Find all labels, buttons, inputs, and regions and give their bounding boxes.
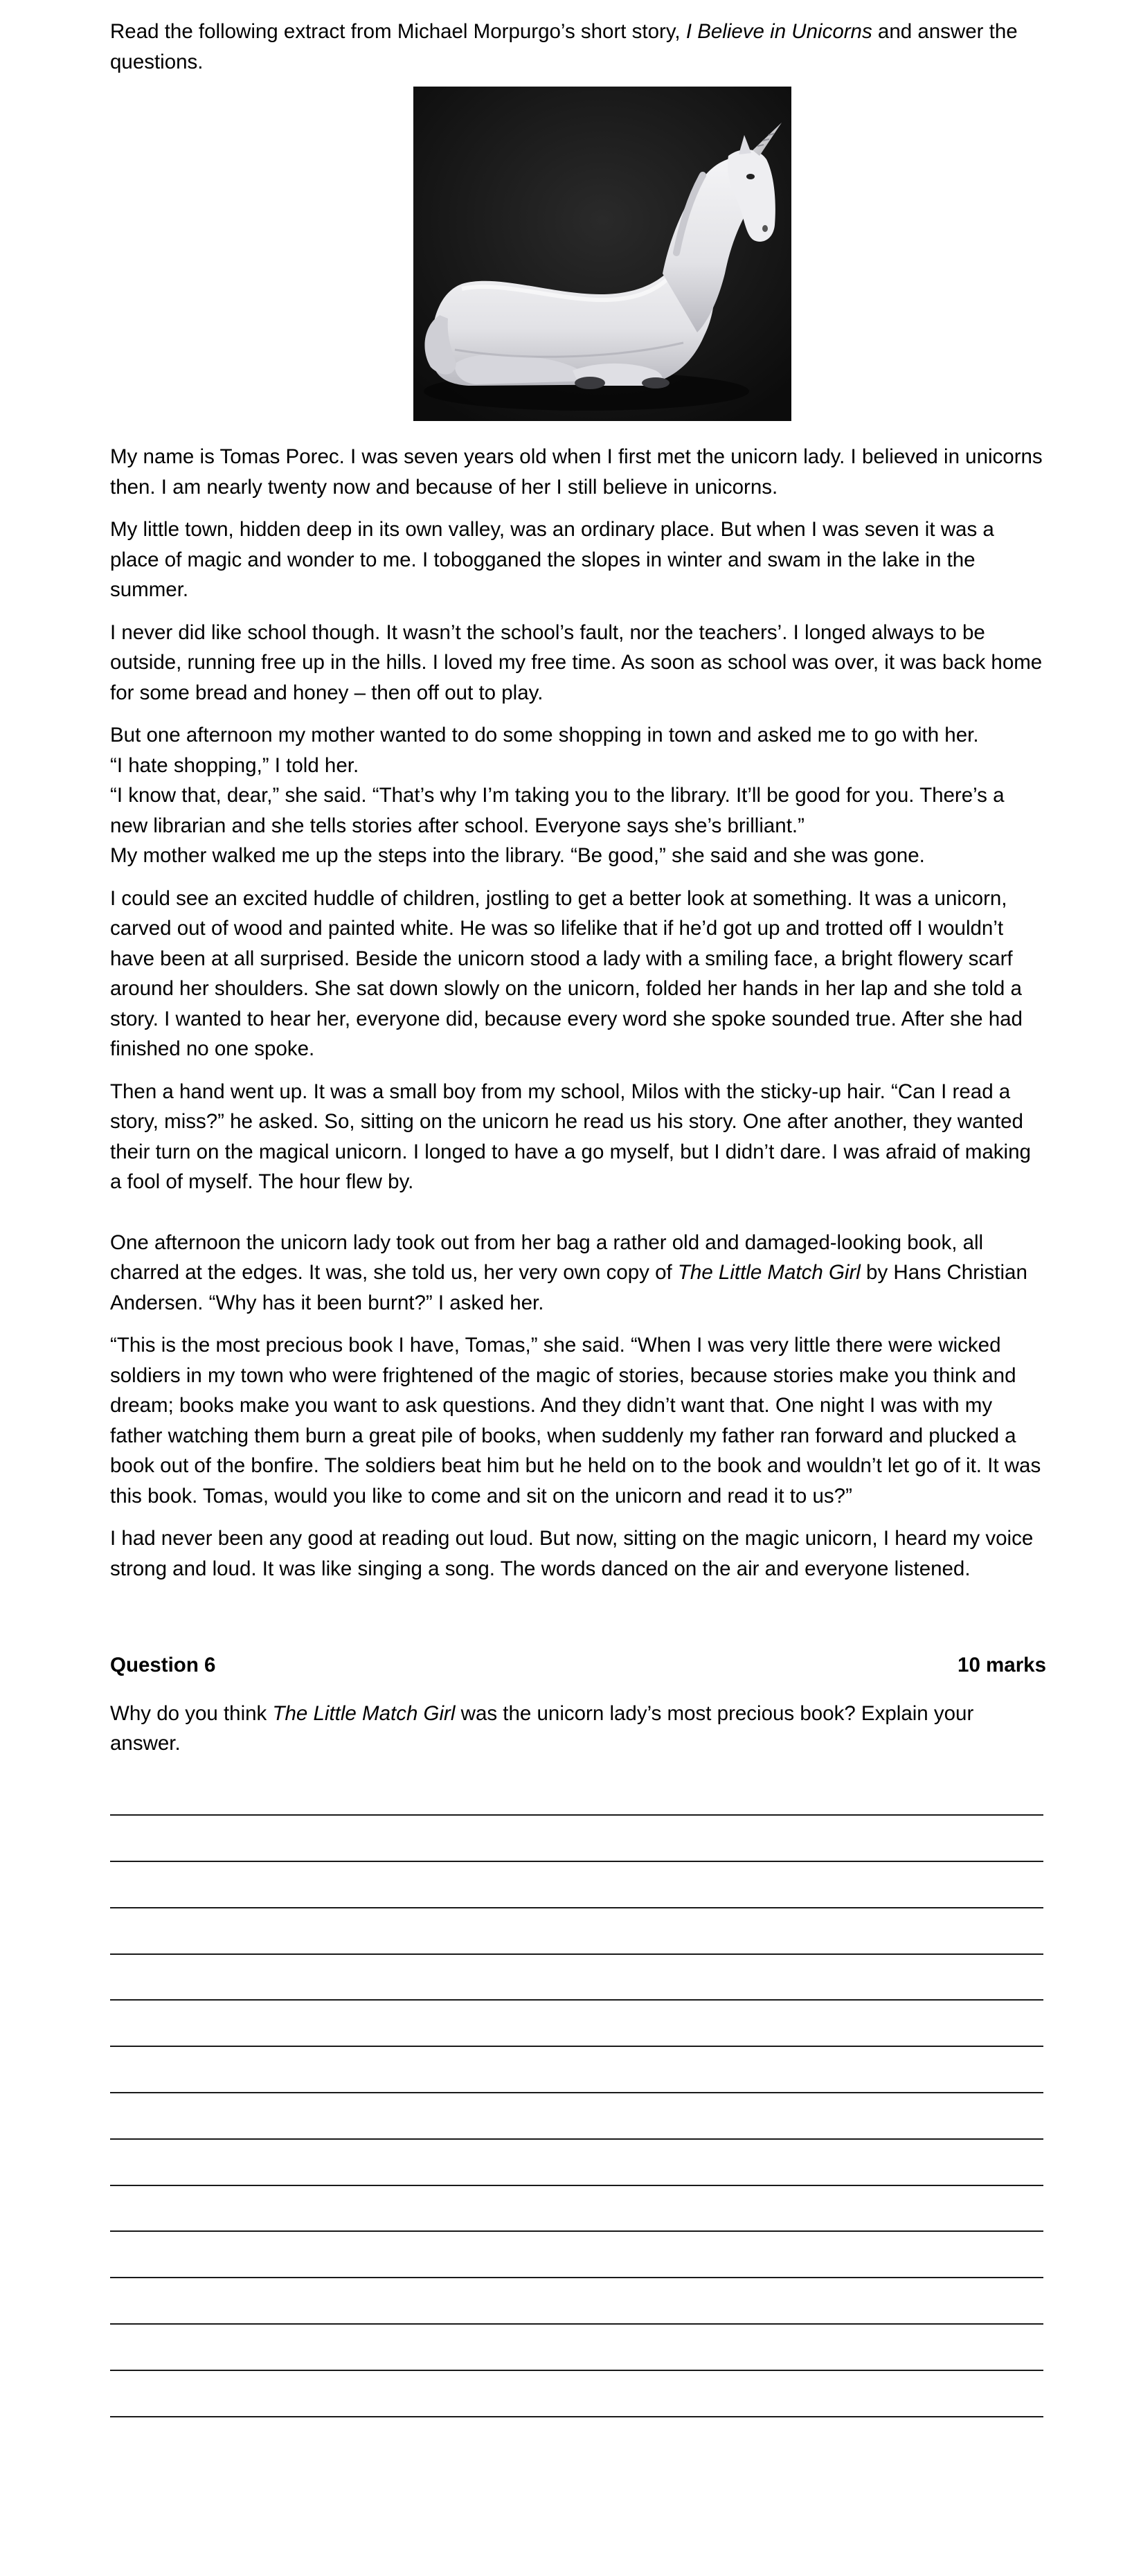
- answer-line[interactable]: [110, 2377, 1046, 2423]
- question-marks: 10 marks: [958, 1654, 1046, 1676]
- dialogue-line: “I know that, dear,” she said. “That’s why I’m taking you to the library. It’ll be good for you. There’s a new librarian and she tells stories after school. Everyone says she’s brilliant.”: [110, 784, 1005, 837]
- answer-line[interactable]: [110, 2052, 1046, 2099]
- intro-instruction: [110, 17, 1046, 77]
- story-paragraph: My name is Tomas Porec. I was seven years old when I first met the unicorn lady. I believed in unicorns then. I am nearly twenty now and because of her I still believe in unicorns.: [110, 445, 1043, 499]
- unicorn-illustration-icon: [413, 87, 791, 421]
- answer-line[interactable]: [110, 1868, 1046, 1914]
- paragraph-text: One afternoon the unicorn lady took out from her bag a rather old and damaged-looking book, all charred at the edges. It was, she told us, her very own copy of: [110, 1231, 984, 1284]
- paragraph-text-end: by Hans Christian Andersen. “Why has it been burnt?” I asked her.: [110, 1261, 1027, 1314]
- question-header: [110, 1650, 1046, 1681]
- story-paragraph-dialogue: [110, 720, 1046, 871]
- story-paragraph: I could see an excited huddle of children, jostling to get a better look at something. It was a unicorn, carved out of wood and painted white. He was so lifelike that if he’d got up and trotted off I wouldn’t have been at all surprised. Beside the unicorn stood a lady with a smiling face, a bright flowery scarf around her shoulders. She sat down slowly on the unicorn, folded her hands in her lap and she told a story. I wanted to hear her, everyone did, because every word she spoke sounded true. After she had finished no one spoke.: [110, 886, 1023, 1060]
- story-paragraph: My little town, hidden deep in its own valley, was an ordinary place. But when I was seven it was a place of magic and wonder to me. I tobogganed the slopes in winter and swam in the lake in the summer.: [110, 518, 994, 601]
- answer-line[interactable]: [110, 1821, 1046, 1868]
- answer-line[interactable]: [110, 2145, 1046, 2192]
- answer-line[interactable]: [110, 2192, 1046, 2238]
- story-paragraph: I never did like school though. It wasn’t the school’s fault, nor the teachers’. I longed always to be outside, running free up in the hills. I loved my free time. As soon as school was over, it was back home for some bread and honey – then off out to play.: [110, 620, 1043, 704]
- answer-line[interactable]: [110, 2330, 1046, 2377]
- story-title: I Believe in Unicorns: [685, 20, 872, 43]
- question-label: Question 6: [110, 1654, 216, 1676]
- question-text-end: was the unicorn lady’s most precious book? Explain your answer.: [110, 1701, 974, 1755]
- answer-line[interactable]: [110, 1914, 1046, 1960]
- answer-line[interactable]: [110, 2099, 1046, 2145]
- story-paragraph: [110, 1228, 1046, 1318]
- dialogue-line: But one afternoon my mother wanted to do some shopping in town and asked me to go with her.: [110, 724, 979, 746]
- answer-lines[interactable]: [110, 1776, 1046, 2423]
- book-title: The Little Match Girl: [677, 1261, 861, 1284]
- answer-line[interactable]: [110, 2237, 1046, 2284]
- answer-line[interactable]: [110, 1960, 1046, 2007]
- story-paragraph: Then a hand went up. It was a small boy from my school, Milos with the sticky-up hair. “Can I read a story, miss?” he asked. So, sitting on the unicorn he read us his story. One after another, they wanted their turn on the magical unicorn. I longed to have a go myself, but I didn’t dare. I was afraid of making a fool of myself. The hour flew by.: [110, 1080, 1031, 1193]
- unicorn-image: [413, 87, 791, 421]
- worksheet-page: [110, 17, 1046, 2423]
- answer-line[interactable]: [110, 2284, 1046, 2330]
- question-text: Why do you think: [110, 1701, 267, 1725]
- dialogue-line: “I hate shopping,” I told her.: [110, 753, 359, 777]
- answer-line[interactable]: [110, 1776, 1046, 1822]
- story-extract: [110, 442, 1046, 1584]
- question-prompt: [110, 1699, 1046, 1759]
- story-paragraph: I had never been any good at reading out loud. But now, sitting on the magic unicorn, I heard my voice strong and loud. It was like singing a song. The words danced on the air and everyone listened.: [110, 1527, 1034, 1580]
- intro-text: Read the following extract from Michael Morpurgo’s short story,: [110, 20, 681, 43]
- dialogue-line: My mother walked me up the steps into the library. “Be good,” she said and she was gone.: [110, 844, 925, 867]
- answer-line[interactable]: [110, 2006, 1046, 2052]
- story-paragraph: “This is the most precious book I have, Tomas,” she said. “When I was very little there were wicked soldiers in my town who were frightened of the magic of stories, because stories make you think and dream; books make you want to ask questions. And they didn’t want that. One night I was with my father watching them burn a great pile of books, when suddenly my father ran forward and plucked a book out of the bonfire. The soldiers beat him but he held on to the book and wouldn’t let go of it. It was this book. Tomas, would you like to come and sit on the unicorn and read it to us?”: [110, 1334, 1041, 1508]
- book-title: The Little Match Girl: [272, 1701, 456, 1725]
- intro-text-end: and answer the questions.: [110, 20, 1018, 73]
